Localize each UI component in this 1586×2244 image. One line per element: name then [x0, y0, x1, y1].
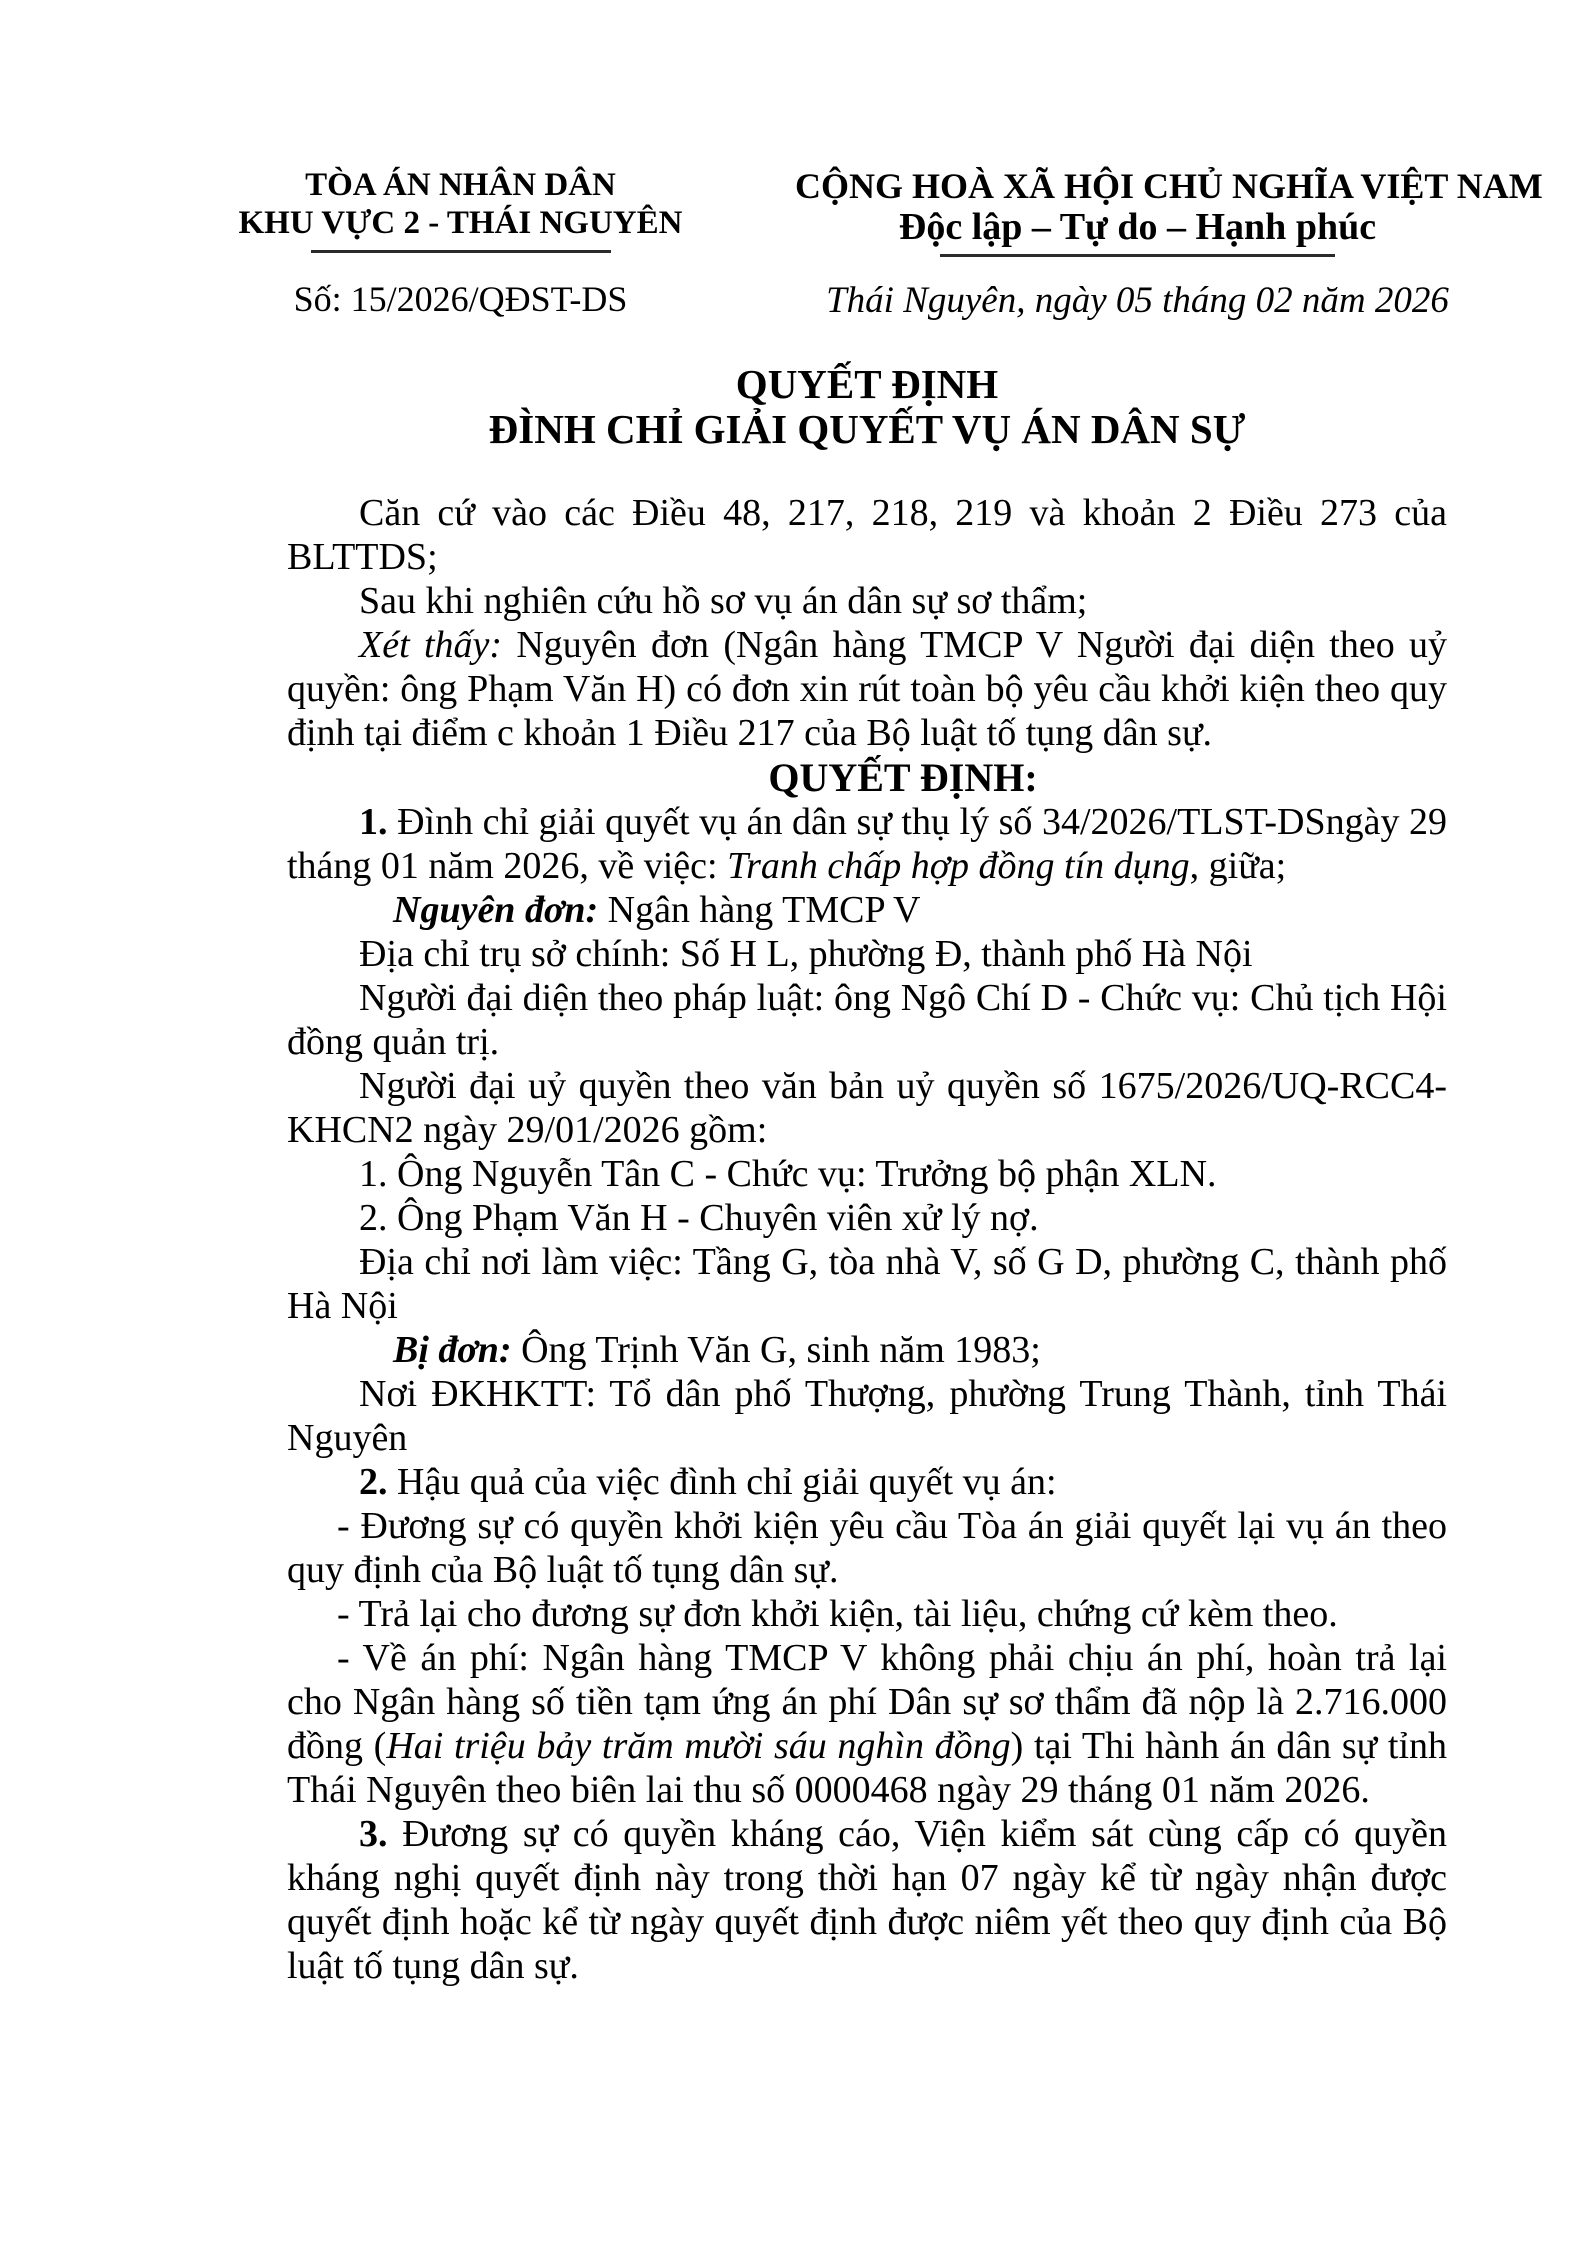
decision-section-heading: QUYẾT ĐỊNH: [768, 755, 1038, 800]
place-and-date: Thái Nguyên, ngày 05 tháng 02 năm 2026 [826, 280, 1449, 321]
document-title-line2: ĐÌNH CHỈ GIẢI QUYẾT VỤ ÁN DÂN SỰ [488, 406, 1246, 452]
court-block-rule [311, 250, 611, 253]
item1-case-name: Tranh chấp hợp đồng tín dụng [727, 845, 1190, 887]
paragraph-defendant-address: Nơi ĐKHKTT: Tổ dân phố Thượng, phường Trung Thành, tỉnh Thái Nguyên [287, 1373, 1447, 1459]
paragraph-fee [287, 1636, 1447, 1812]
fee-text-after: ) tại Thi hành án dân sự tỉnh Thái Nguyên theo biên lai thu số 0000468 ngày 29 tháng 01 năm 2026. [287, 1725, 1447, 1811]
paragraph-authorization: Người đại uỷ quyền theo văn bản uỷ quyền số 1675/2026/UQ-RCC4-KHCN2 ngày 29/01/2026 gồm: [287, 1065, 1447, 1151]
document-body [287, 491, 1447, 1988]
document-number: Số: 15/2026/QĐST-DS [293, 279, 628, 319]
item3-text: Đương sự có quyền kháng cáo, Viện kiểm sát cùng cấp có quyền kháng nghị quyết định này trong thời hạn 07 ngày kể từ ngày nhận được quyết định hoặc kể từ ngày quyết định được niêm yết theo quy định của Bộ luật tố tụng dân sự. [287, 1813, 1447, 1987]
fee-text-before: - Về án phí: Ngân hàng TMCP V không phải chịu án phí, hoàn trả lại cho Ngân hàng số tiền tạm ứng án phí Dân sự sơ thẩm đã nộp là 2.716.000 đồng ( [287, 1637, 1447, 1767]
paragraph-after-review: Sau khi nghiên cứu hồ sơ vụ án dân sự sơ thẩm; [359, 580, 1088, 622]
item1-number: 1. [359, 801, 398, 843]
issuing-court-block [228, 166, 693, 320]
paragraph-item1 [287, 800, 1447, 888]
paragraph-plaintiff [287, 888, 1447, 932]
paragraph-consequence-1: - Đương sự có quyền khởi kiện yêu cầu Tòa án giải quyết lại vụ án theo quy định của Bộ luật tố tụng dân sự. [287, 1505, 1447, 1591]
findings-label: Xét thấy: [359, 624, 517, 666]
item2-text: Hậu quả của việc đình chỉ giải quyết vụ án: [397, 1461, 1057, 1503]
paragraph-representative-2: 2. Ông Phạm Văn H - Chuyên viên xử lý nợ. [359, 1197, 1039, 1239]
motto-rule [940, 254, 1335, 257]
paragraph-item2 [287, 1460, 1447, 1504]
paragraph-findings [287, 623, 1447, 755]
item2-number: 2. [359, 1461, 397, 1503]
document-title-line1: QUYẾT ĐỊNH [735, 361, 999, 407]
paragraph-representative-1: 1. Ông Nguyễn Tân C - Chức vụ: Trưởng bộ phận XLN. [359, 1153, 1217, 1195]
item3-number: 3. [359, 1813, 403, 1855]
court-parent-name: TÒA ÁN NHÂN DÂN [305, 167, 616, 203]
item1-text-after: , giữa; [1189, 845, 1287, 887]
paragraph-item3 [287, 1812, 1447, 1988]
court-name: KHU VỰC 2 - THÁI NGUYÊN [238, 205, 683, 241]
plaintiff-name: Ngân hàng TMCP V [607, 889, 921, 931]
defendant-label: Bị đơn: [393, 1329, 522, 1371]
paragraph-defendant [287, 1328, 1447, 1372]
paragraph-plaintiff-address: Địa chỉ trụ sở chính: Số H L, phường Đ, thành phố Hà Nội [359, 933, 1253, 975]
paragraph-legal-basis: Căn cứ vào các Điều 48, 217, 218, 219 và khoản 2 Điều 273 của BLTTDS; [287, 492, 1447, 578]
paragraph-consequence-2: - Trả lại cho đương sự đơn khởi kiện, tài liệu, chứng cứ kèm theo. [337, 1593, 1338, 1635]
fee-amount-in-words: Hai triệu bảy trăm mười sáu nghìn đồng [386, 1725, 1011, 1767]
findings-text: Nguyên đơn (Ngân hàng TMCP V Người đại diện theo uỷ quyền: ông Phạm Văn H) có đơn xin rút toàn bộ yêu cầu khởi kiện theo quy định tại điểm c khoản 1 Điều 217 của Bộ luật tố tụng dân sự. [287, 624, 1447, 754]
paragraph-legal-representative: Người đại diện theo pháp luật: ông Ngô Chí D - Chức vụ: Chủ tịch Hội đồng quản trị. [287, 977, 1447, 1063]
item1-text: Đình chỉ giải quyết vụ án dân sự thụ lý số 34/2026/TLST-DSngày 29 tháng 01 năm 2026, về việc: [287, 801, 1448, 887]
national-header-block [795, 166, 1543, 322]
document-title [287, 362, 1447, 452]
paragraph-representative-address: Địa chỉ nơi làm việc: Tầng G, tòa nhà V, số G D, phường C, thành phố Hà Nội [287, 1241, 1447, 1327]
plaintiff-label: Nguyên đơn: [393, 889, 608, 931]
national-motto: Độc lập – Tự do – Hạnh phúc [898, 206, 1377, 248]
national-title: CỘNG HOÀ XÃ HỘI CHỦ NGHĨA VIỆT NAM [795, 166, 1543, 206]
defendant-name: Ông Trịnh Văn G, sinh năm 1983; [521, 1329, 1041, 1371]
